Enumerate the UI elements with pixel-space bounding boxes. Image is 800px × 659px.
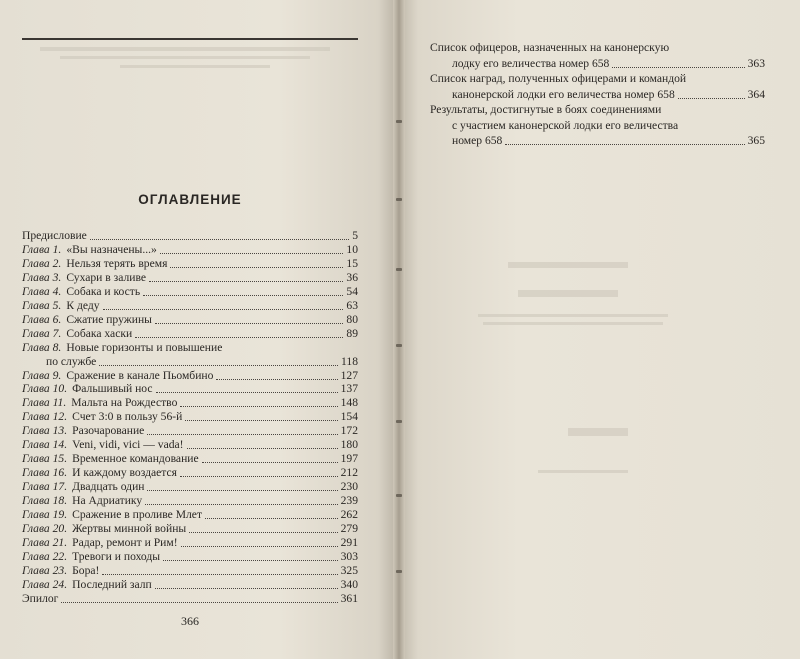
dot-leader: [678, 98, 745, 99]
entry-page: 363: [747, 56, 765, 70]
entry-title: лодку его величества номер 658: [452, 56, 610, 70]
chapter-number: Глава 15.: [22, 452, 68, 466]
appendix-entry: [430, 102, 765, 117]
entry-page: 154: [340, 410, 358, 424]
dot-leader: [216, 379, 337, 380]
chapter-number: Глава 14.: [22, 438, 68, 452]
chapter-number: Глава 1.: [22, 242, 62, 256]
dot-leader: [149, 281, 343, 282]
chapter-number: Глава 12.: [22, 410, 68, 424]
entry-title: Новые горизонты и повышение: [66, 340, 223, 354]
appendix-entry: [430, 133, 765, 148]
chapter-number: Глава 8.: [22, 340, 62, 354]
chapter-number: Глава 5.: [22, 298, 62, 312]
entry-page: 80: [346, 312, 358, 326]
dot-leader: [145, 504, 337, 505]
show-through: [508, 262, 628, 268]
entry-title: канонерской лодки его величества номер 658: [452, 87, 675, 101]
toc-entry: [22, 354, 358, 369]
entry-title: Veni, vidi, vici — vada!: [72, 438, 184, 452]
entry-title: Жертвы минной войны: [72, 521, 187, 535]
toc-entry: [22, 228, 358, 243]
entry-page: 365: [747, 134, 765, 147]
dot-leader: [156, 392, 338, 393]
toc-entry: [22, 465, 358, 480]
entry-page: 325: [340, 563, 358, 577]
dot-leader: [189, 532, 337, 533]
toc-entry: [22, 312, 358, 327]
entry-page: 89: [346, 326, 358, 340]
toc-entry: [22, 591, 358, 606]
binding-stitch: [396, 268, 402, 271]
entry-title: Сжатие пружины: [66, 312, 152, 326]
entry-page: 172: [340, 424, 358, 438]
toc-entry: [22, 563, 358, 578]
entry-title: Последний залп: [72, 577, 152, 591]
entry-page: 239: [340, 494, 358, 508]
chapter-number: Глава 16.: [22, 466, 68, 480]
dot-leader: [99, 365, 338, 366]
show-through: [120, 65, 270, 68]
appendix-entry: [430, 87, 765, 102]
entry-page: 291: [340, 535, 358, 549]
entry-title: К деду: [66, 298, 100, 312]
dot-leader: [160, 253, 344, 254]
entry-title: Собака и кость: [66, 284, 141, 298]
dot-leader: [135, 337, 343, 338]
toc-entry: [22, 409, 358, 424]
entry-title: На Адриатику: [72, 494, 143, 508]
dot-leader: [147, 434, 337, 435]
dot-leader: [505, 144, 744, 145]
entry-page: 212: [340, 466, 358, 480]
dot-leader: [185, 420, 337, 421]
entry-page: 361: [340, 591, 358, 605]
dot-leader: [155, 323, 343, 324]
book-gutter: [393, 0, 405, 659]
entry-page: 63: [346, 298, 358, 312]
chapter-number: Глава 7.: [22, 326, 62, 340]
entry-title: Список офицеров, назначенных на канонерскую: [430, 41, 670, 54]
dot-leader: [147, 490, 337, 491]
entry-page: 262: [340, 508, 358, 521]
entry-page: 36: [346, 270, 358, 284]
entry-title: по службе: [46, 354, 97, 368]
toc-entry: [22, 242, 358, 257]
toc-entry: [22, 577, 358, 592]
toc-entry: [22, 381, 358, 396]
entry-title: Сражение в проливе Млет: [72, 508, 203, 521]
chapter-number: Глава 11.: [22, 396, 67, 410]
show-through: [40, 47, 330, 51]
show-through: [483, 322, 663, 325]
entry-page: 303: [340, 549, 358, 563]
binding-stitch: [396, 420, 402, 423]
entry-title: Двадцать один: [72, 480, 145, 494]
toc-entry: [22, 284, 358, 299]
dot-leader: [202, 462, 338, 463]
toc-entry: [22, 507, 358, 522]
binding-stitch: [396, 570, 402, 573]
chapter-number: Глава 3.: [22, 270, 62, 284]
entry-title: Счет 3:0 в пользу 56-й: [72, 410, 183, 424]
show-through: [60, 56, 310, 59]
dot-leader: [180, 406, 337, 407]
dot-leader: [90, 239, 349, 240]
chapter-number: Глава 13.: [22, 424, 68, 438]
toc-entry: [22, 270, 358, 285]
left-page: [0, 0, 398, 659]
toc-entry: [22, 493, 358, 508]
entry-page: 279: [340, 521, 358, 535]
toc-entry: [22, 298, 358, 313]
chapter-number: Глава 24.: [22, 577, 68, 591]
dot-leader: [170, 267, 343, 268]
binding-stitch: [396, 344, 402, 347]
entry-page: 230: [340, 480, 358, 494]
show-through: [518, 290, 618, 297]
entry-page: 148: [340, 396, 358, 410]
entry-page: 364: [747, 87, 765, 101]
dot-leader: [187, 448, 338, 449]
entry-title: Радар, ремонт и Рим!: [72, 535, 178, 549]
dot-leader: [612, 67, 744, 68]
entry-page: 180: [340, 438, 358, 452]
entry-title: Нельзя терять время: [66, 256, 168, 270]
entry-title: Мальта на Рождество: [71, 396, 178, 410]
chapter-number: Глава 10.: [22, 382, 68, 396]
toc-entry: [22, 549, 358, 564]
entry-title: Эпилог: [22, 591, 59, 605]
dot-leader: [163, 560, 338, 561]
appendix-entry: [430, 56, 765, 71]
entry-title: Временное командование: [72, 452, 199, 466]
entry-title: Результаты, достигнутые в боях соединениями: [430, 103, 662, 116]
dot-leader: [103, 309, 344, 310]
entry-title: Собака хаски: [66, 326, 133, 340]
entry-title: Предисловие: [22, 229, 87, 242]
appendix-entry: [430, 118, 765, 133]
entry-page: 5: [352, 229, 358, 242]
toc-entry: [22, 326, 358, 341]
chapter-number: Глава 22.: [22, 549, 68, 563]
dot-leader: [155, 588, 338, 589]
binding-stitch: [396, 494, 402, 497]
show-through: [478, 314, 668, 317]
show-through: [538, 470, 628, 473]
chapter-number: Глава 20.: [22, 521, 68, 535]
entry-title: Список наград, полученных офицерами и командой: [430, 72, 687, 85]
dot-leader: [102, 574, 337, 575]
toc-entry: [22, 521, 358, 536]
entry-title: Тревоги и походы: [72, 549, 161, 563]
entry-title: Сухари в заливе: [66, 270, 147, 284]
toc-entry: [22, 256, 358, 271]
binding-stitch: [396, 198, 402, 201]
dot-leader: [205, 518, 338, 519]
appendix-entry: [430, 71, 765, 86]
page-number: 366: [181, 614, 199, 628]
dot-leader: [181, 546, 338, 547]
dot-leader: [143, 295, 343, 296]
dot-leader: [180, 476, 338, 477]
appendix-entry: [430, 40, 765, 55]
toc-entry: [22, 479, 358, 494]
chapter-number: Глава 4.: [22, 284, 62, 298]
toc-entry: [22, 423, 358, 438]
chapter-number: Глава 21.: [22, 535, 68, 549]
chapter-number: Глава 2.: [22, 256, 62, 270]
entry-title: Фальшивый нос: [72, 382, 153, 396]
toc-entry: [22, 340, 358, 355]
chapter-number: Глава 17.: [22, 480, 68, 494]
toc-entry: [22, 368, 358, 383]
toc-heading: ОГЛАВЛЕНИЕ: [138, 192, 242, 207]
entry-title: Разочарование: [72, 424, 145, 438]
entry-page: 127: [340, 368, 358, 382]
entry-title: номер 658: [452, 134, 503, 147]
chapter-number: Глава 19.: [22, 508, 68, 521]
entry-title: И каждому воздается: [72, 466, 177, 480]
chapter-number: Глава 18.: [22, 494, 68, 508]
entry-page: 54: [346, 284, 358, 298]
show-through: [568, 428, 628, 436]
top-rule: [22, 38, 358, 40]
entry-title: с участием канонерской лодки его величества: [452, 118, 679, 132]
toc-entry: [22, 395, 358, 410]
entry-page: 10: [346, 242, 358, 256]
chapter-number: Глава 6.: [22, 312, 62, 326]
entry-title: Сражение в канале Пьомбино: [66, 368, 214, 382]
chapter-number: Глава 9.: [22, 368, 62, 382]
toc-entry: [22, 437, 358, 452]
entry-page: 15: [346, 256, 358, 270]
entry-page: 340: [340, 577, 358, 591]
toc-entry: [22, 535, 358, 550]
entry-page: 137: [340, 382, 358, 396]
entry-title: Бора!: [72, 563, 100, 577]
binding-stitch: [396, 120, 402, 123]
entry-title: «Вы назначены...»: [66, 242, 157, 256]
chapter-number: Глава 23.: [22, 563, 68, 577]
entry-page: 197: [340, 452, 358, 466]
toc-entry: [22, 451, 358, 466]
dot-leader: [61, 602, 337, 603]
entry-page: 118: [341, 354, 358, 368]
